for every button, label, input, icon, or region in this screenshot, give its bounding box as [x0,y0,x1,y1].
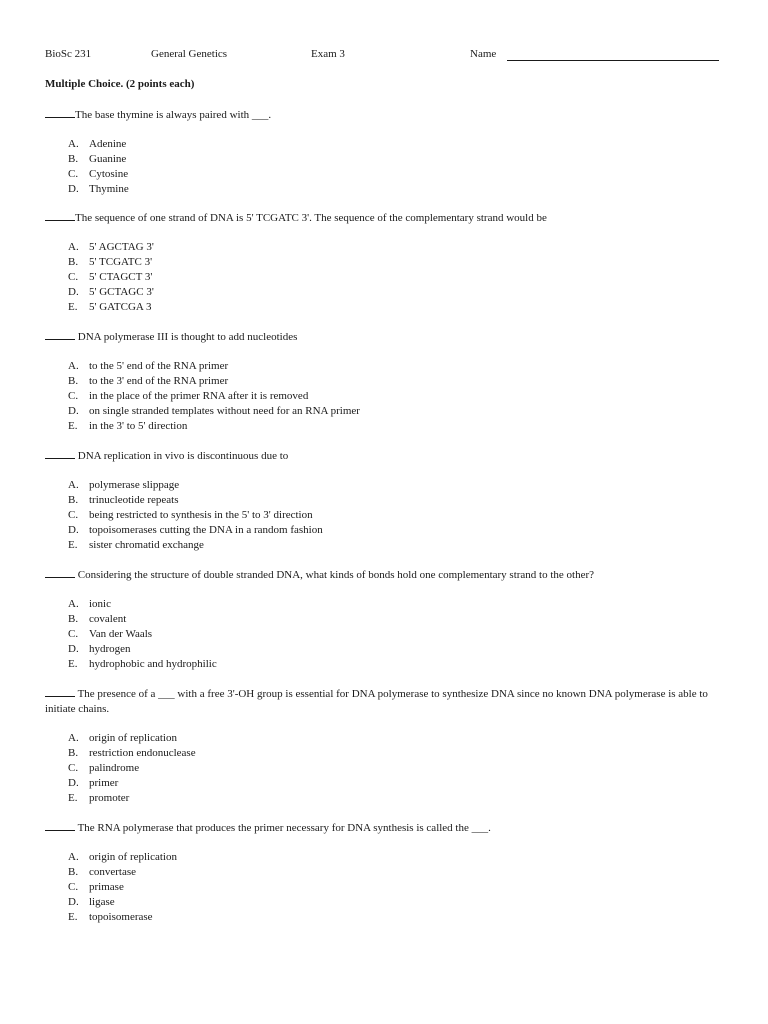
answer-option [68,359,725,374]
question-6 [45,686,725,806]
option-letter: B. [68,375,79,387]
answer-option [68,791,725,806]
option-text: 5' AGCTAG 3' [89,241,154,253]
option-letter: C. [68,168,79,180]
option-letter: C. [68,271,79,283]
option-letter: C. [68,628,79,640]
option-text: sister chromatid exchange [89,539,204,551]
answer-option [68,776,725,791]
answer-option [68,538,725,553]
option-text: convertase [89,866,137,878]
answer-option [68,152,725,167]
answer-options [45,137,725,197]
answer-blank [45,686,75,697]
answer-option [68,374,725,389]
question-4 [45,448,725,553]
answer-blank [45,820,75,831]
answer-option [68,746,725,761]
option-letter: E. [68,792,78,804]
option-letter: D. [68,183,79,195]
question-text: The base thymine is always paired with ___. [75,109,272,121]
answer-option [68,597,725,612]
name-blank-line [507,60,719,61]
exam-header [45,47,725,61]
option-letter: E. [68,420,78,432]
option-text: 5' TCGATC 3' [89,256,153,268]
option-letter: C. [68,881,79,893]
question-2 [45,210,725,315]
course-title: General Genetics [151,48,228,60]
answer-option [68,493,725,508]
answer-option [68,419,725,434]
option-text: to the 5' end of the RNA primer [89,360,229,372]
option-text: Van der Waals [89,628,153,640]
answer-option [68,167,725,182]
question-stem [45,567,725,583]
answer-option [68,612,725,627]
answer-blank [45,107,75,118]
answer-blank [45,329,75,340]
answer-option [68,389,725,404]
course-code: BioSc 231 [45,48,92,60]
option-letter: B. [68,494,79,506]
option-text: palindrome [89,762,140,774]
option-text: 5' CTAGCT 3' [89,271,153,283]
answer-options [45,478,725,553]
answer-options [45,240,725,315]
answer-option [68,285,725,300]
question-stem [45,210,725,226]
option-text: in the 3' to 5' direction [89,420,188,432]
option-letter: B. [68,747,79,759]
option-text: in the place of the primer RNA after it is removed [89,390,309,402]
option-text: 5' GCTAGC 3' [89,286,154,298]
option-letter: D. [68,643,79,655]
answer-blank [45,210,75,221]
option-text: Cytosine [89,168,129,180]
option-text: polymerase slippage [89,479,180,491]
question-1 [45,107,725,197]
option-letter: A. [68,360,79,372]
option-letter: E. [68,658,78,670]
option-letter: E. [68,539,78,551]
question-7 [45,820,725,925]
question-stem [45,448,725,464]
question-5 [45,567,725,672]
name-label: Name [470,48,497,60]
option-text: Adenine [89,138,127,150]
answer-option [68,182,725,197]
option-text: being restricted to synthesis in the 5' to 3' direction [89,509,313,521]
option-letter: A. [68,732,79,744]
option-letter: D. [68,777,79,789]
option-letter: C. [68,762,79,774]
option-text: Guanine [89,153,127,165]
answer-option [68,240,725,255]
question-text: DNA polymerase III is thought to add nucleotides [77,331,298,343]
option-letter: D. [68,524,79,536]
question-text: Considering the structure of double stranded DNA, what kinds of bonds hold one complementary strand to the other? [77,569,595,581]
option-letter: C. [68,390,79,402]
answer-option [68,895,725,910]
option-text: primase [89,881,124,893]
answer-options [45,359,725,434]
answer-options [45,597,725,672]
option-letter: C. [68,509,79,521]
option-letter: E. [68,911,78,923]
option-text: origin of replication [89,851,177,863]
option-text: ionic [89,598,111,610]
answer-option [68,404,725,419]
option-letter: B. [68,866,79,878]
section-title: Multiple Choice. (2 points each) [45,78,195,90]
question-stem [45,329,725,345]
option-letter: D. [68,896,79,908]
answer-option [68,880,725,895]
option-text: hydrophobic and hydrophilic [89,658,217,670]
option-text: Thymine [89,183,129,195]
option-letter: A. [68,241,79,253]
answer-option [68,731,725,746]
option-letter: E. [68,301,78,313]
option-text: origin of replication [89,732,177,744]
question-text: The presence of a ___ with a free 3'-OH group is essential for DNA polymerase to synthesize DNA since no known DNA polymerase is able to initiate chains. [45,688,708,715]
option-text: primer [89,777,119,789]
question-3 [45,329,725,434]
option-letter: A. [68,479,79,491]
option-text: covalent [89,613,127,625]
option-text: hydrogen [89,643,131,655]
option-text: trinucleotide repeats [89,494,179,506]
question-text: The RNA polymerase that produces the primer necessary for DNA synthesis is called the ___. [77,822,491,834]
option-text: to the 3' end of the RNA primer [89,375,229,387]
answer-option [68,910,725,925]
option-text: on single stranded templates without need for an RNA primer [89,405,360,417]
option-letter: A. [68,851,79,863]
option-letter: B. [68,613,79,625]
answer-option [68,523,725,538]
answer-option [68,657,725,672]
answer-option [68,508,725,523]
option-text: 5' GATCGA 3 [89,301,152,313]
exam-title: Exam 3 [311,48,345,60]
option-letter: B. [68,153,79,165]
answer-option [68,137,725,152]
answer-option [68,642,725,657]
question-text: The sequence of one strand of DNA is 5' TCGATC 3'. The sequence of the complementary strand would be [75,212,547,224]
answer-options [45,850,725,925]
option-letter: A. [68,598,79,610]
answer-option [68,865,725,880]
option-text: promoter [89,792,130,804]
question-stem [45,107,725,123]
answer-option [68,850,725,865]
option-letter: D. [68,286,79,298]
option-text: topoisomerase [89,911,153,923]
answer-blank [45,448,75,459]
answer-options [45,731,725,806]
answer-option [68,761,725,776]
option-letter: B. [68,256,79,268]
question-text: DNA replication in vivo is discontinuous due to [77,450,289,462]
option-text: ligase [89,896,115,908]
answer-option [68,255,725,270]
answer-option [68,478,725,493]
answer-option [68,627,725,642]
option-letter: D. [68,405,79,417]
answer-option [68,300,725,315]
answer-blank [45,567,75,578]
option-letter: A. [68,138,79,150]
option-text: topoisomerases cutting the DNA in a random fashion [89,524,323,536]
question-stem [45,686,725,717]
question-stem [45,820,725,836]
option-text: restriction endonuclease [89,747,196,759]
answer-option [68,270,725,285]
